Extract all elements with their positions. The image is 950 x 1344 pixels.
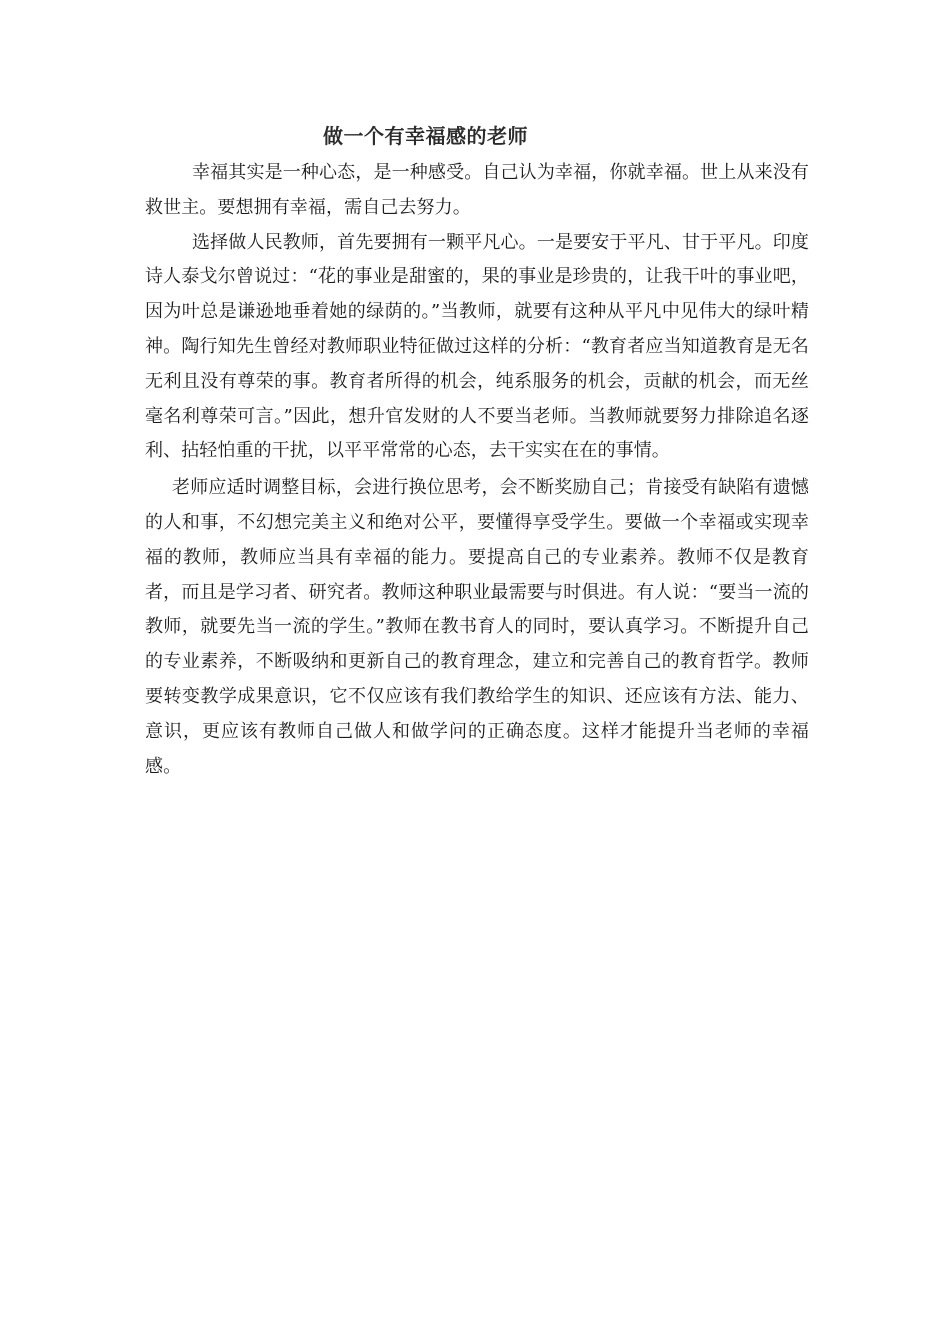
- paragraph-2: 选择做人民教师，首先要拥有一颗平凡心。一是要安于平凡、甘于平凡。印度诗人泰戈尔曾说过：“花的事业是甜蜜的，果的事业是珍贵的，让我干叶的事业吧，因为叶总是谦逊地垂着她的绿荫的。”当教师，就要有这种从平凡中见伟大的绿叶精神。陶行知先生曾经对教师职业特征做过这样的分析：“教育者应当知道教育是无名无利且没有尊荣的事。教育者所得的机会，纯系服务的机会，贡献的机会，而无丝毫名利尊荣可言。”因此，想升官发财的人不要当老师。当教师就要努力排除追名逐利、拈轻怕重的干扰，以平平常常的心态，去干实实在在的事情。: [145, 231, 809, 462]
- paragraph-3: 老师应适时调整目标，会进行换位思考，会不断奖励自己；肯接受有缺陷有遗憾的人和事，不幻想完美主义和绝对公平，要懂得享受学生。要做一个幸福或实现幸福的教师，教师应当具有幸福的能力。要提高自己的专业素养。教师不仅是教育者，而且是学习者、研究者。教师这种职业最需要与时俱进。有人说：“要当一流的教师，就要先当一流的学生。”教师在教书育人的同时，要认真学习。不断提升自己的专业素养，不断吸纳和更新自己的教育理念，建立和完善自己的教育哲学。教师要转变教学成果意识，它不仅应该有我们教给学生的知识、还应该有方法、能力、意识，更应该有教师自己做人和做学问的正确态度。这样才能提升当老师的幸福感。: [145, 477, 809, 777]
- document-title: 做一个有幸福感的老师: [323, 124, 528, 148]
- paragraph-1: 幸福其实是一种心态，是一种感受。自己认为幸福，你就幸福。世上从来没有救世主。要想拥有幸福，需自己去努力。: [145, 162, 809, 218]
- document-body: [145, 156, 809, 784]
